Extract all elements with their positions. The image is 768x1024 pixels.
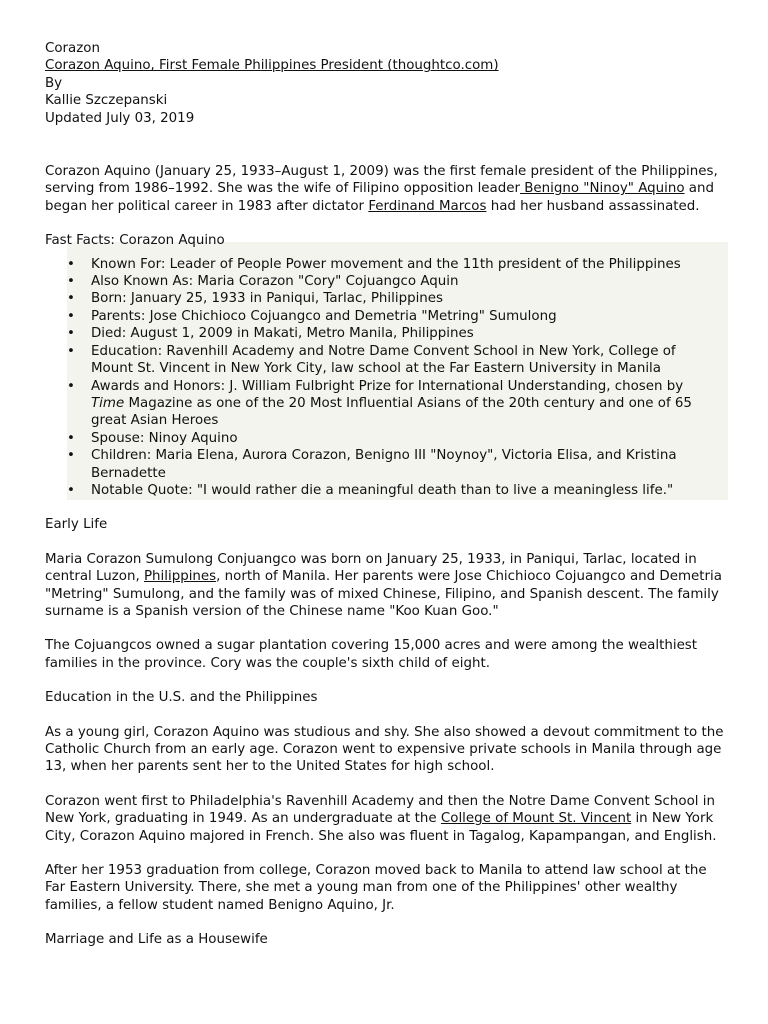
education-text-2: in New York City, Corazon Aquino majored in French. She also was fluent in Tagalog, Kapampangan, and English.	[45, 811, 717, 844]
bullet-icon: •	[67, 378, 75, 394]
updated-date: Updated July 03, 2019	[45, 110, 195, 126]
fact-text: Spouse: Ninoy Aquino	[91, 430, 238, 446]
intro-text-2: and began her political career in 1983 after dictator	[45, 181, 714, 214]
philippines-link[interactable]: Philippines	[143, 569, 217, 585]
fact-text: Born: January 25, 1933 in Paniqui, Tarlac, Philippines	[91, 291, 443, 307]
bullet-icon: •	[67, 430, 75, 446]
list-item	[67, 273, 718, 290]
intro-paragraph	[45, 163, 725, 215]
list-item	[67, 325, 718, 342]
list-item	[67, 256, 718, 273]
fact-text: Known For: Leader of People Power movement and the 11th president of the Philippines	[91, 256, 681, 272]
spacer	[45, 127, 725, 163]
early-life-heading: Early Life	[45, 517, 108, 533]
byline-label: By	[45, 75, 63, 91]
bullet-icon: •	[67, 326, 75, 342]
bullet-icon: •	[67, 291, 75, 307]
education-paragraph-1: As a young girl, Corazon Aquino was studious and shy. She also showed a devout commitment to the Catholic Church from an early age. Corazon went to expensive private schools in Manila through age 13, when her parents sent her to the United States for high school.	[45, 724, 724, 775]
time-magazine-name: Time	[91, 395, 125, 411]
source-link[interactable]: Corazon Aquino, First Female Philippines President (thoughtco.com)	[45, 58, 499, 74]
list-item	[67, 290, 718, 307]
education-paragraph-2	[45, 793, 725, 845]
education-heading: Education in the U.S. and the Philippines	[45, 690, 318, 706]
fact-text: Died: August 1, 2009 in Makati, Metro Manila, Philippines	[91, 326, 474, 342]
intro-text-1: Corazon Aquino (January 25, 1933–August 1, 2009) was the first female president of the Philippines, serving from 1986–1992. She was the wife of Filipino opposition leader	[45, 164, 718, 197]
marriage-heading: Marriage and Life as a Housewife	[45, 932, 268, 948]
document-title: Corazon	[45, 41, 100, 56]
bullet-icon: •	[67, 482, 75, 498]
mount-st-vincent-link[interactable]: College of Mount St. Vincent	[440, 811, 632, 827]
awards-text-1: Awards and Honors: J. William Fulbright Prize for International Understanding, chosen by	[91, 378, 684, 394]
author-name: Kallie Szczepanski	[45, 93, 168, 109]
fast-facts-heading: Fast Facts: Corazon Aquino	[45, 233, 225, 249]
early-life-text-1: Maria Corazon Sumulong Conjuangco was born on January 25, 1933, in Paniqui, Tarlac, located in central Luzon,	[45, 551, 697, 585]
list-item	[67, 378, 718, 430]
list-item	[67, 343, 718, 378]
document-page	[45, 40, 725, 966]
list-item	[67, 430, 718, 447]
intro-text-3: had her husband assassinated.	[486, 198, 700, 214]
fast-facts-box	[67, 242, 728, 501]
list-item	[67, 447, 718, 482]
early-life-paragraph-2: The Cojuangcos owned a sugar plantation covering 15,000 acres and were among the wealthiest families in the province. Cory was the couple's sixth child of eight.	[45, 638, 698, 671]
fact-text: Notable Quote: "I would rather die a meaningful death than to live a meaningless life."	[91, 482, 674, 498]
bullet-icon: •	[67, 343, 75, 359]
education-paragraph-3: After her 1953 graduation from college, Corazon moved back to Manila to attend law school at the Far Eastern University. There, she met a young man from one of the Philippines' other wealthy families, a fellow student named Benigno Aquino, Jr.	[45, 863, 707, 913]
bullet-icon: •	[67, 308, 75, 324]
education-text-1: Corazon went first to Philadelphia's Ravenhill Academy and then the Notre Dame Convent School in New York, graduating in 1949. As an undergraduate at the	[45, 793, 715, 827]
bullet-icon: •	[67, 274, 75, 290]
early-life-paragraph-1	[45, 551, 725, 621]
source-line	[45, 57, 725, 74]
benigno-aquino-link[interactable]: Benigno "Ninoy" Aquino	[519, 181, 685, 197]
bullet-icon: •	[67, 448, 75, 464]
list-item	[67, 482, 718, 499]
list-item	[67, 308, 718, 325]
fact-text: Parents: Jose Chichioco Cojuangco and Demetria "Metring" Sumulong	[91, 308, 557, 324]
fact-text: Children: Maria Elena, Aurora Corazon, Benigno III "Noynoy", Victoria Elisa, and Kristina Bernadette	[91, 448, 677, 481]
awards-text-2: Magazine as one of the 20 Most Influential Asians of the 20th century and one of 65 great Asian Heroes	[91, 395, 692, 429]
bullet-icon: •	[67, 256, 75, 272]
early-life-text-2: , north of Manila. Her parents were Jose Chichioco Cojuangco and Demetria "Metring" Sumulong, and the family was of mixed Chinese, Filipino, and Spanish descent. The family surname is a Spanish version of the Chinese name "Koo Kuan Goo."	[45, 569, 722, 619]
fact-text: Also Known As: Maria Corazon "Cory" Cojuangco Aquin	[91, 274, 459, 290]
ferdinand-marcos-link[interactable]: Ferdinand Marcos	[368, 198, 487, 214]
fast-facts-list	[67, 256, 718, 500]
fact-text: Education: Ravenhill Academy and Notre Dame Convent School in New York, College of Mount St. Vincent in New York City, law school at the Far Eastern University in Manila	[91, 343, 676, 377]
